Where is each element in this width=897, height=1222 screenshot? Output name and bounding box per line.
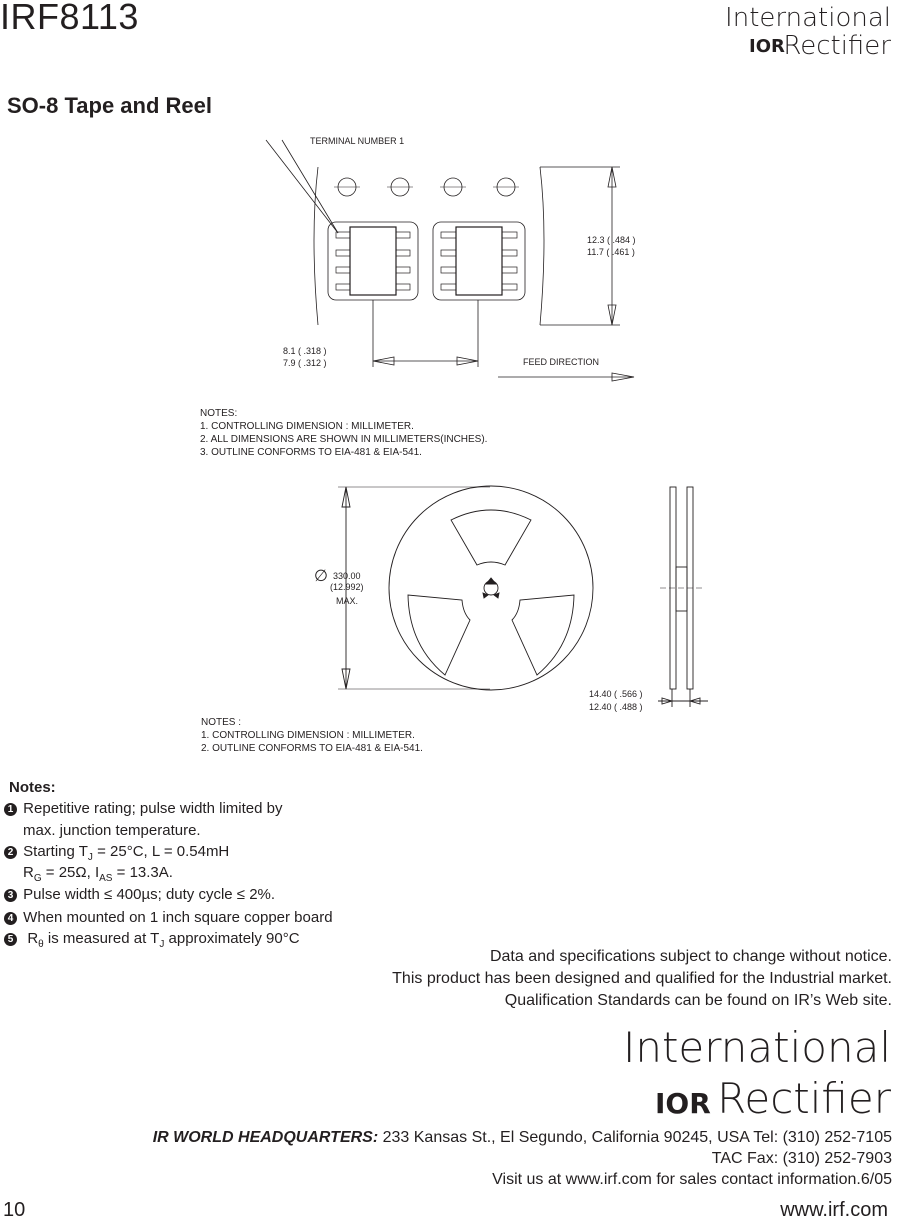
note-2-line2-b: = 25Ω, I	[41, 864, 100, 881]
note-3-marker: 3	[4, 889, 17, 902]
hub-dim-2: 12.40 ( .488 )	[589, 702, 643, 712]
note-5-sub-theta: θ	[38, 939, 44, 950]
tape-note-1: 1. CONTROLLING DIMENSION : MILLIMETER.	[200, 421, 414, 432]
reel-diameter-max: MAX.	[336, 596, 359, 606]
logo-international-text: International	[725, 3, 891, 33]
part-number: IRF8113	[0, 0, 139, 37]
pitch-dim-2: 7.9 ( .312 )	[283, 358, 327, 368]
diameter-symbol: ∅	[314, 568, 328, 585]
hq-address-line	[153, 1127, 892, 1148]
reel-diameter-in: (12.992)	[330, 582, 364, 592]
headquarters	[153, 1127, 892, 1190]
note-5-sub-j: J	[159, 939, 165, 950]
terminal-leader-line	[266, 140, 338, 233]
hq-visit: Visit us at www.irf.com for sales contact information	[492, 1171, 857, 1188]
note-2-line2-c: = 13.3A.	[112, 864, 173, 881]
reel-outer-circle	[389, 486, 593, 690]
note-2-line2-a: R	[23, 864, 34, 881]
hq-fax: TAC Fax: (310) 252-7903	[711, 1150, 892, 1167]
hq-label: IR WORLD HEADQUARTERS:	[152, 1129, 379, 1146]
note-5	[4, 930, 300, 950]
note-2-sub-as: AS	[99, 873, 113, 884]
tape-note-3: 3. OUTLINE CONFORMS TO EIA-481 & EIA-541.	[200, 447, 422, 458]
logo-rectifier-text: Rectifier	[783, 31, 891, 61]
tape-left-edge	[314, 167, 318, 325]
footer-url[interactable]: www.irf.com	[780, 1199, 888, 1221]
note-4-marker: 4	[4, 912, 17, 925]
note-2	[4, 843, 229, 863]
hq-date: .6/05	[856, 1171, 892, 1188]
logo-ior-text: IOR	[749, 36, 785, 57]
note-1	[4, 800, 282, 817]
note-1-marker: 1	[4, 803, 17, 816]
note-2-line1-a: Starting T	[19, 843, 88, 860]
reel-cutout-right	[512, 595, 574, 675]
note-2-sub-j: J	[87, 852, 93, 863]
note-2-line2	[23, 864, 173, 884]
ir-logo-footer	[622, 1020, 893, 1123]
terminal-number-label: TERMINAL NUMBER 1	[310, 136, 405, 146]
section-title: SO-8 Tape and Reel	[7, 93, 212, 118]
reel-note-2: 2. OUTLINE CONFORMS TO EIA-481 & EIA-541.	[201, 743, 423, 754]
disclaimer-line-3: Qualification Standards can be found on IR’s Web site.	[504, 992, 892, 1009]
hq-visit-line	[153, 1169, 892, 1190]
note-4	[4, 909, 333, 926]
ir-logo-header-graphic	[725, 2, 893, 61]
note-2-line1-b: = 25°C, L = 0.54mH	[92, 843, 230, 860]
disclaimer-line-2: This product has been designed and qualified for the Industrial market.	[392, 970, 892, 987]
feed-direction-label: FEED DIRECTION	[523, 357, 600, 367]
notes-heading: Notes:	[9, 779, 56, 796]
tape-right-edge	[540, 167, 544, 325]
note-2-sub-g: G	[33, 873, 42, 884]
note-2-marker: 2	[4, 846, 17, 859]
tape-width-dim-2: 11.7 ( .461 )	[587, 247, 635, 257]
hq-address: 233 Kansas St., El Segundo, California 90245, USA Tel: (310) 252-7105	[378, 1129, 892, 1146]
note-5-a: R	[19, 930, 39, 947]
tape-note-2: 2. ALL DIMENSIONS ARE SHOWN IN MILLIMETERS(INCHES).	[200, 434, 488, 445]
reel-note-1: 1. CONTROLLING DIMENSION : MILLIMETER.	[201, 730, 415, 741]
footer-logo-international: International	[622, 1023, 891, 1072]
note-3	[4, 886, 275, 903]
ir-logo-header	[725, 2, 893, 63]
tape-notes-heading: NOTES:	[200, 408, 238, 419]
reel-cutout-left	[408, 595, 470, 675]
note-1-line1: Repetitive rating; pulse width limited by	[23, 800, 283, 817]
note-5-b: is measured at T	[43, 930, 160, 947]
page-number: 10	[3, 1199, 26, 1221]
note-3-text: Pulse width ≤ 400µs; duty cycle ≤ 2%.	[23, 886, 276, 903]
tape-notes	[200, 407, 487, 459]
reel-diameter-mm: 330.00	[333, 571, 361, 581]
pitch-dim-1: 8.1 ( .318 )	[283, 346, 327, 356]
reel-cutout-top	[451, 510, 531, 565]
disclaimer	[392, 946, 892, 1012]
note-5-marker: 5	[4, 933, 17, 946]
note-5-c: approximately 90°C	[164, 930, 300, 947]
note-4-text: When mounted on 1 inch square copper board	[23, 909, 333, 926]
note-1-line2: max. junction temperature.	[23, 822, 201, 839]
sprocket-holes	[334, 178, 519, 196]
footer-logo-ior: IOR	[655, 1087, 711, 1120]
reel-notes-heading: NOTES :	[201, 717, 242, 728]
hub-dim-1: 14.40 ( .566 )	[589, 689, 643, 699]
tape-width-dim-1: 12.3 ( .484 )	[587, 235, 636, 245]
reel-notes	[201, 716, 423, 755]
footer-logo-rectifier: Rectifier	[717, 1074, 891, 1123]
disclaimer-line-1: Data and specifications subject to change without notice.	[489, 948, 892, 965]
reel-drawing	[0, 475, 897, 715]
